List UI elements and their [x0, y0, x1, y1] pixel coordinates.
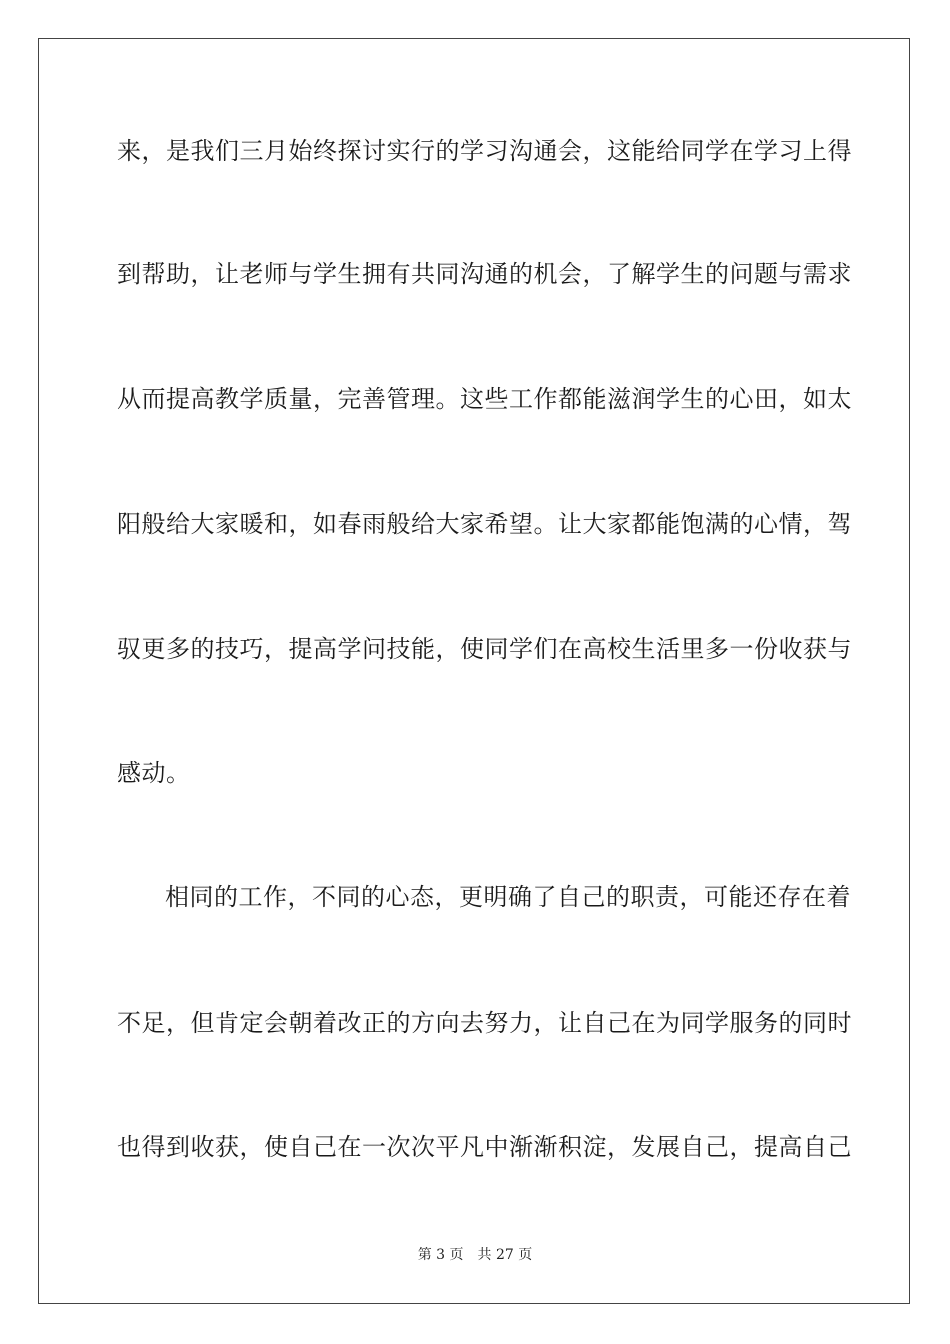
text-line-1: 来，是我们三月始终探讨实行的学习沟通会，这能给同学在学习上得	[117, 137, 852, 165]
text-line-5: 驭更多的技巧，提高学问技能，使同学们在高校生活里多一份收获与	[117, 635, 852, 663]
text-line-9: 也得到收获，使自己在一次次平凡中渐渐积淀，发展自己，提高自己	[117, 1133, 852, 1161]
page-border	[38, 38, 910, 1304]
text-line-2: 到帮助，让老师与学生拥有共同沟通的机会，了解学生的问题与需求	[117, 260, 852, 288]
page-total: 共 27 页	[477, 1247, 533, 1263]
paragraph-2-first-line: 相同的工作，不同的心态，更明确了自己的职责，可能还存在着	[165, 883, 851, 911]
page-number: 第 3 页	[417, 1247, 464, 1263]
text-line-8: 不足，但肯定会朝着改正的方向去努力，让自己在为同学服务的同时	[117, 1009, 852, 1037]
text-line-4: 阳般给大家暖和，如春雨般给大家希望。让大家都能饱满的心情，驾	[117, 510, 852, 538]
text-line-6: 感动。	[117, 759, 191, 787]
page-footer	[0, 1246, 950, 1264]
text-line-3: 从而提高教学质量，完善管理。这些工作都能滋润学生的心田，如太	[117, 385, 852, 413]
